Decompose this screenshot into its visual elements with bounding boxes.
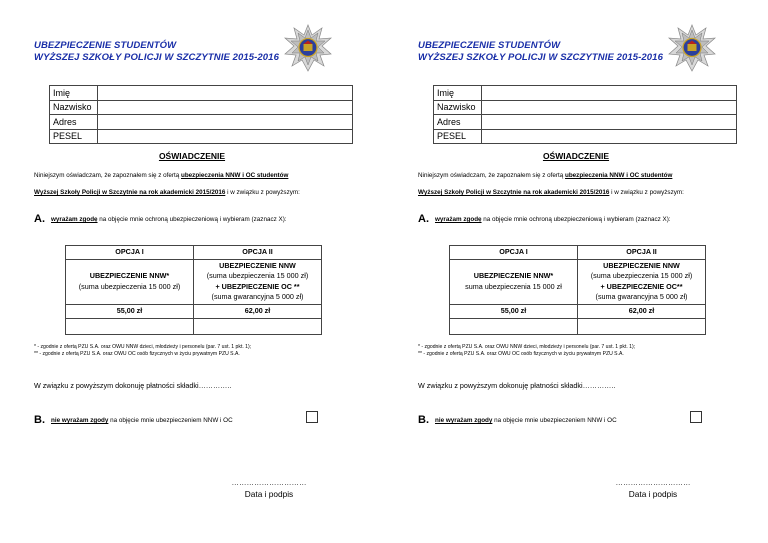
- option-1-price: 55,00 zł: [66, 304, 194, 318]
- refusal-checkbox[interactable]: [306, 411, 318, 423]
- option-2-choice-cell[interactable]: [578, 318, 706, 334]
- pesel-field[interactable]: [98, 129, 353, 144]
- section-letter: B.: [34, 414, 45, 426]
- footnote-2: ** - zgodnie z ofertą PZU S.A. oraz OWU OC osób fizycznych w życiu prywatnym PZU S.A.: [418, 351, 624, 357]
- table-row: [50, 86, 353, 101]
- declaration-title: OŚWIADCZENIE: [542, 151, 610, 161]
- option-2-body: [194, 259, 322, 304]
- footnotes: [418, 344, 635, 358]
- option-2-price: 62,00 zł: [194, 304, 322, 318]
- intro-line-2: [34, 189, 300, 196]
- refusal-text: nie wyrażam zgody: [435, 417, 493, 424]
- police-academy-star-badge-icon: [283, 24, 333, 74]
- footnotes: [34, 344, 251, 358]
- address-field[interactable]: [98, 115, 353, 130]
- intro-line-1: [418, 172, 672, 179]
- intro-text: Niniejszym oświadczam, że zapoznałem się z ofertą: [34, 172, 181, 179]
- school-year-text: Wyższej Szkoły Policji w Szczytnie na rok akademicki 2015/2016: [34, 189, 226, 196]
- table-row: [450, 304, 706, 318]
- option-1-body: [450, 259, 578, 304]
- footnote-1: * - zgodnie z ofertą PZU S.A. oraz OWU NNW dzieci, młodzieży i personelu (par. 7 ust. 1 pkt. 1);: [34, 344, 252, 350]
- school-year-text: Wyższej Szkoły Policji w Szczytnie na rok akademicki 2015/2016: [418, 189, 610, 196]
- intro-line-2: [418, 189, 684, 196]
- option-2-header: OPCJA II: [194, 246, 322, 260]
- header-line-1: UBEZPIECZENIE STUDENTÓW: [34, 40, 177, 51]
- table-row: [66, 246, 322, 260]
- police-academy-star-badge-icon: [667, 24, 717, 74]
- payment-statement: W związku z powyższym dokonuję płatności składki…………..: [418, 381, 616, 390]
- option-2-body: [578, 259, 706, 304]
- option-2-price: 62,00 zł: [578, 304, 706, 318]
- header-line-2: WYŻSZEJ SZKOŁY POLICJI W SZCZYTNIE 2015-2016: [34, 52, 279, 63]
- option-2-line-1: UBEZPIECZENIE NNW: [219, 260, 296, 270]
- table-row: [450, 259, 706, 304]
- field-label: Nazwisko: [434, 100, 482, 115]
- table-row: [66, 318, 322, 334]
- option-1-name: UBEZPIECZENIE NNW*: [89, 271, 170, 281]
- option-2-line-4: (suma gwarancyjna 5 000 zł): [595, 292, 688, 302]
- table-row: [50, 100, 353, 115]
- table-row: [50, 129, 353, 144]
- personal-data-table: [49, 85, 353, 144]
- field-label: PESEL: [50, 129, 98, 144]
- field-label: Adres: [434, 115, 482, 130]
- table-row: [66, 259, 322, 304]
- intro-text: Niniejszym oświadczam, że zapoznałem się z ofertą: [418, 172, 565, 179]
- field-label: Adres: [50, 115, 98, 130]
- option-2-header: OPCJA II: [578, 246, 706, 260]
- option-1-choice-cell[interactable]: [450, 318, 578, 334]
- intro-line-1: [34, 172, 288, 179]
- section-letter: A.: [418, 213, 429, 225]
- signature-label: Data i podpis: [244, 489, 294, 499]
- intro-text: i w związku z powyższym:: [225, 189, 300, 196]
- table-row: [450, 246, 706, 260]
- header-line-1: UBEZPIECZENIE STUDENTÓW: [418, 40, 561, 51]
- table-row: [434, 115, 737, 130]
- section-text: na objęcie mnie ochroną ubezpieczeniową i wybieram (zaznacz X):: [97, 216, 287, 223]
- option-1-name: UBEZPIECZENIE NNW*: [473, 271, 554, 281]
- option-1-sum: suma ubezpieczenia 15 000 zł: [465, 281, 562, 291]
- signature-line: …………………………: [615, 478, 691, 487]
- last-name-field[interactable]: [98, 100, 353, 115]
- option-2-line-1: UBEZPIECZENIE NNW: [603, 260, 680, 270]
- option-2-choice-cell[interactable]: [194, 318, 322, 334]
- field-label: Nazwisko: [50, 100, 98, 115]
- field-label: Imię: [50, 86, 98, 101]
- section-letter: B.: [418, 414, 429, 426]
- form-header: [418, 40, 663, 64]
- address-field[interactable]: [482, 115, 737, 130]
- pesel-field[interactable]: [482, 129, 737, 144]
- offer-link-text: ubezpieczenia NNW i OC studentów: [180, 172, 289, 179]
- refusal-checkbox[interactable]: [690, 411, 702, 423]
- option-1-sum: (suma ubezpieczenia 15 000 zł): [78, 281, 181, 291]
- section-a: [34, 213, 287, 225]
- field-label: Imię: [434, 86, 482, 101]
- refusal-text: nie wyrażam zgody: [51, 417, 109, 424]
- field-label: PESEL: [434, 129, 482, 144]
- declaration-title: OŚWIADCZENIE: [158, 151, 226, 161]
- section-text: na objęcie mnie ochroną ubezpieczeniową i wybieram (zaznacz X):: [481, 216, 671, 223]
- option-1-header: OPCJA I: [450, 246, 578, 260]
- first-name-field[interactable]: [482, 86, 737, 101]
- footnote-1: * - zgodnie z ofertą PZU S.A. oraz OWU NNW dzieci, młodzieży i personelu (par. 7 ust. 1 pkt. 1);: [418, 344, 636, 350]
- section-b: [418, 414, 617, 426]
- option-1-price: 55,00 zł: [450, 304, 578, 318]
- section-letter: A.: [34, 213, 45, 225]
- option-1-header: OPCJA I: [66, 246, 194, 260]
- form-header: [34, 40, 279, 64]
- first-name-field[interactable]: [98, 86, 353, 101]
- section-a: [418, 213, 671, 225]
- table-row: [434, 129, 737, 144]
- option-2-line-3: + UBEZPIECZENIE OC **: [215, 281, 300, 291]
- table-row: [450, 318, 706, 334]
- insurance-form-right: [384, 0, 768, 543]
- payment-statement: W związku z powyższym dokonuję płatności składki…………..: [34, 381, 232, 390]
- section-text: na objęcie mnie ubezpieczeniem NNW i OC: [492, 417, 617, 424]
- signature-label: Data i podpis: [628, 489, 678, 499]
- header-line-2: WYŻSZEJ SZKOŁY POLICJI W SZCZYTNIE 2015-2016: [418, 52, 663, 63]
- table-row: [50, 115, 353, 130]
- option-1-choice-cell[interactable]: [66, 318, 194, 334]
- consent-text: wyrażam zgodę: [51, 216, 98, 223]
- option-1-body: [66, 259, 194, 304]
- offer-link-text: ubezpieczenia NNW i OC studentów: [564, 172, 673, 179]
- options-table: [65, 245, 322, 335]
- options-table: [449, 245, 706, 335]
- intro-text: i w związku z powyższym:: [609, 189, 684, 196]
- option-2-line-2: (suma ubezpieczenia 15 000 zł): [206, 271, 309, 281]
- personal-data-table: [433, 85, 737, 144]
- last-name-field[interactable]: [482, 100, 737, 115]
- signature-line: …………………………: [231, 478, 307, 487]
- table-row: [66, 304, 322, 318]
- consent-text: wyrażam zgodę: [435, 216, 482, 223]
- table-row: [434, 100, 737, 115]
- section-b: [34, 414, 233, 426]
- table-row: [434, 86, 737, 101]
- option-2-line-3: + UBEZPIECZENIE OC**: [600, 281, 683, 291]
- section-text: na objęcie mnie ubezpieczeniem NNW i OC: [108, 417, 233, 424]
- footnote-2: ** - zgodnie z ofertą PZU S.A. oraz OWU OC osób fizycznych w życiu prywatnym PZU S.A.: [34, 351, 240, 357]
- option-2-line-4: (suma gwarancyjna 5 000 zł): [211, 292, 304, 302]
- option-2-line-2: (suma ubezpieczenia 15 000 zł): [590, 271, 693, 281]
